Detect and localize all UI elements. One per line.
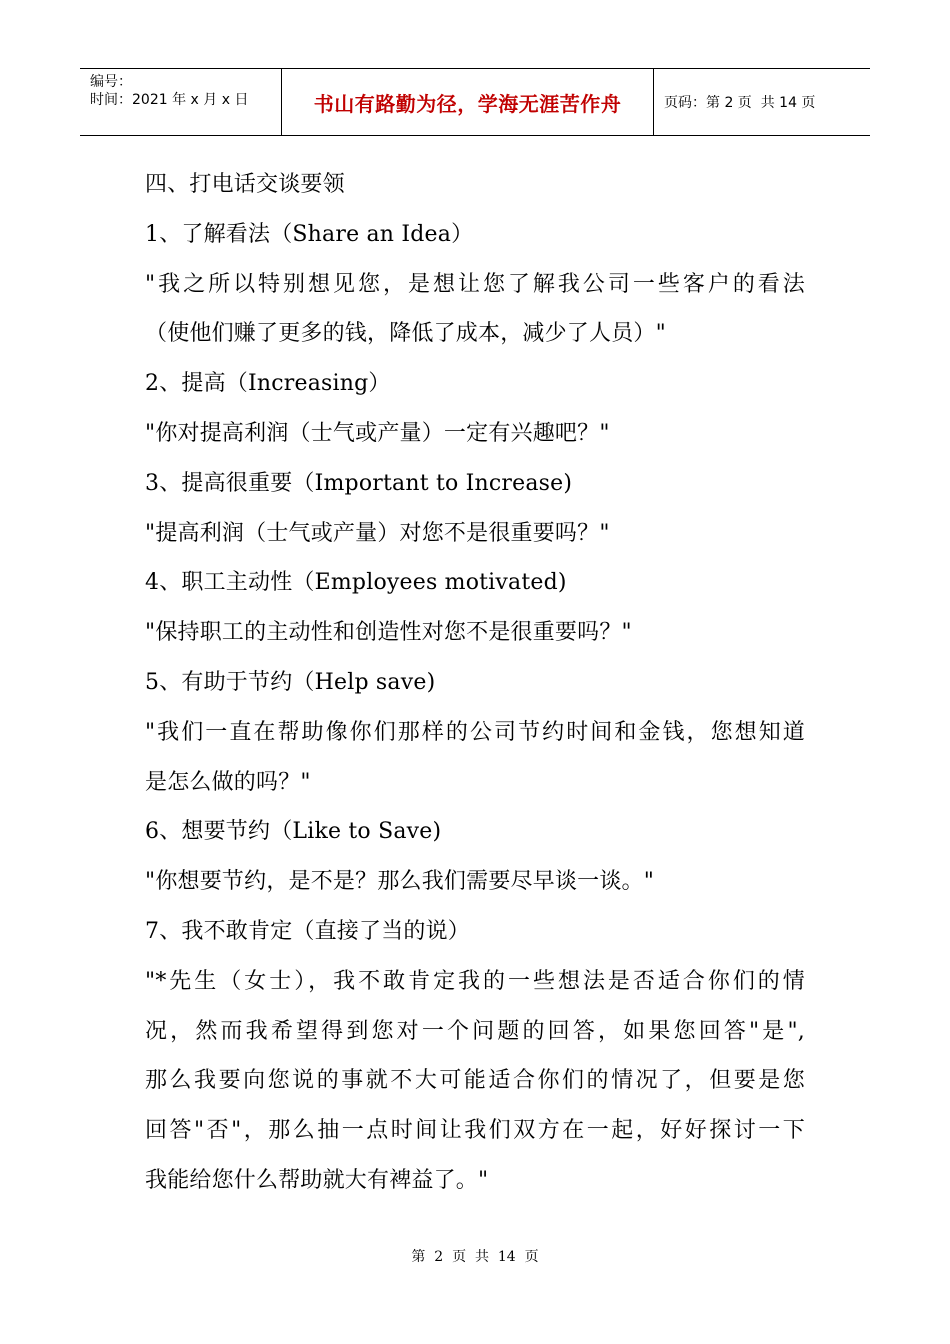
header-meta	[80, 69, 282, 135]
paragraph-line: "我之所以特别想见您，是想让您了解我公司一些客户的看法	[145, 271, 805, 297]
paragraph-line: 况，然而我希望得到您对一个问题的回答，如果您回答"是",	[145, 1018, 805, 1044]
page-header	[80, 68, 870, 136]
paragraph-line: 那么我要向您说的事就不大可能适合你们的情况了，但要是您	[145, 1068, 805, 1094]
paragraph-line: "保持职工的主动性和创造性对您不是很重要吗？"	[145, 620, 632, 646]
paragraph-line: （使他们赚了更多的钱，降低了成本，减少了人员）"	[145, 321, 666, 347]
item-heading: 6、想要节约（Like to Save)	[145, 819, 442, 845]
document-body	[145, 160, 815, 1206]
section-heading: 四、打电话交谈要领	[145, 172, 345, 197]
item-heading: 3、提高很重要（Important to Increase)	[145, 470, 573, 496]
paragraph-line: 回答"否"，那么抽一点时间让我们双方在一起，好好探讨一下	[145, 1118, 805, 1144]
document-date-label: 时间：2021 年 x 月 x 日	[90, 92, 249, 108]
paragraph-line: "*先生（女士），我不敢肯定我的一些想法是否适合你们的情	[145, 968, 805, 994]
item-heading: 5、有助于节约（Help save)	[145, 669, 436, 695]
header-motto: 书山有路勤为径，学海无涯苦作舟	[282, 69, 654, 135]
item-heading: 4、职工主动性（Employees motivated)	[145, 570, 567, 596]
item-heading: 1、了解看法（Share an Idea）	[145, 221, 474, 247]
page-footer: 第 2 页 共 14 页	[411, 1249, 539, 1265]
item-heading: 7、我不敢肯定（直接了当的说）	[145, 918, 470, 944]
header-page-info: 页码：第 2 页 共 14 页	[664, 95, 816, 111]
item-heading: 2、提高（Increasing）	[145, 371, 391, 397]
paragraph-line: "我们一直在帮助像你们那样的公司节约时间和金钱，您想知道	[145, 719, 805, 745]
paragraph-line: 我能给您什么帮助就大有裨益了。"	[145, 1167, 489, 1193]
paragraph-line: "你对提高利润（士气或产量）一定有兴趣吧？"	[145, 420, 610, 446]
paragraph-line: "你想要节约，是不是？那么我们需要尽早谈一谈。"	[145, 869, 655, 895]
document-number-label: 编号：	[90, 74, 132, 90]
paragraph-line: 是怎么做的吗？"	[145, 769, 311, 795]
paragraph-line: "提高利润（士气或产量）对您不是很重要吗？"	[145, 520, 610, 546]
